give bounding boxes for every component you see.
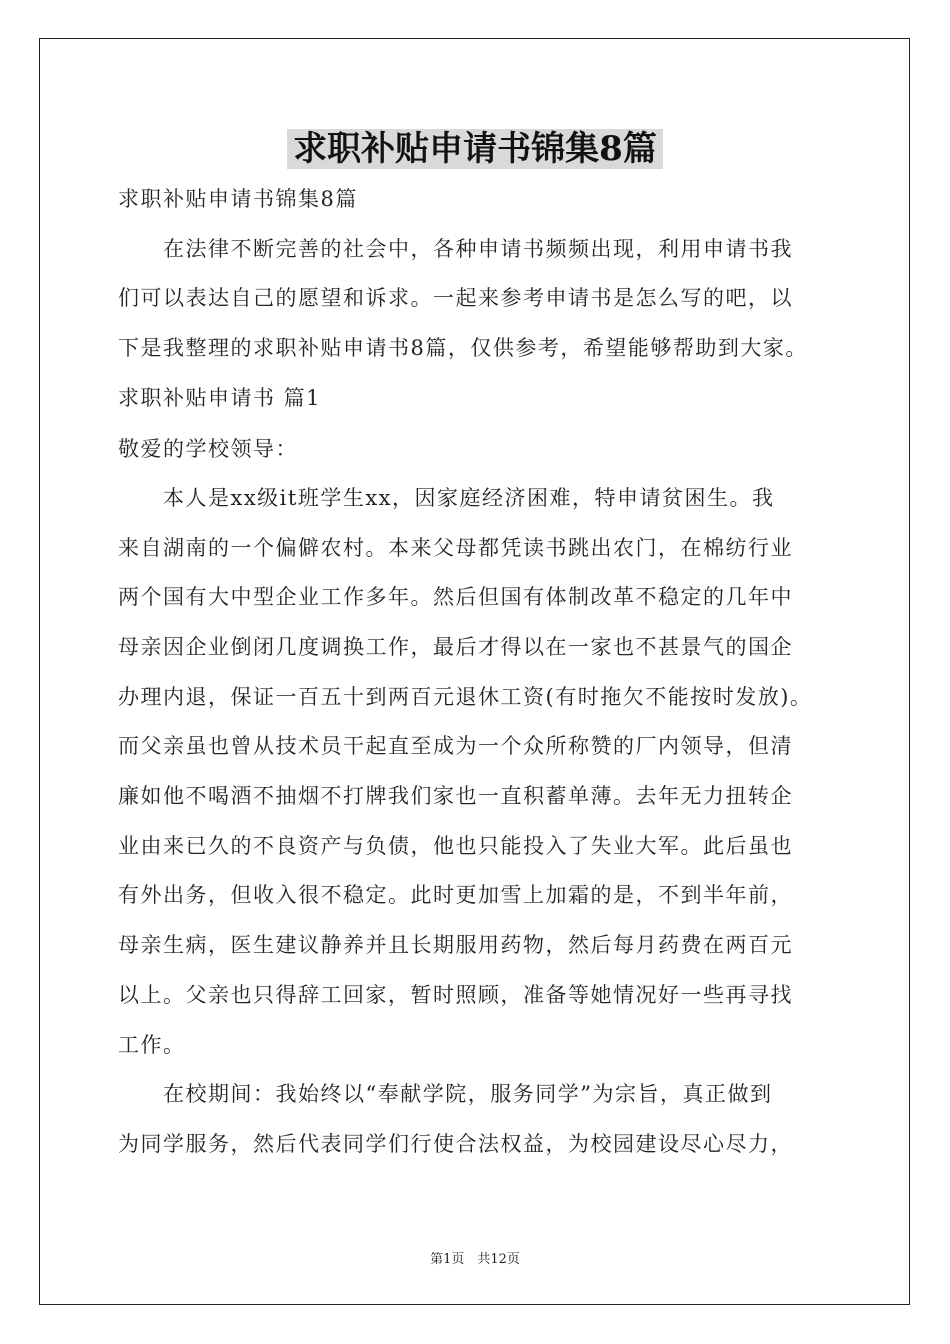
body-line: 以上。父亲也只得辞工回家，暂时照顾，准备等她情况好一些再寻找 [118, 983, 793, 1007]
title-text: 求职补贴申请书锦集8篇 [287, 129, 663, 169]
salutation: 敬爱的学校领导： [118, 437, 298, 461]
body-line: 廉如他不喝酒不抽烟不打牌我们家也一直积蓄单薄。去年无力扭转企 [118, 784, 793, 808]
body-line: 业由来已久的不良资产与负债，他也只能投入了失业大军。此后虽也 [118, 834, 793, 858]
body-line: 为同学服务，然后代表同学们行使合法权益，为校园建设尽心尽力， [118, 1132, 793, 1156]
body-line: 母亲因企业倒闭几度调换工作，最后才得以在一家也不甚景气的国企 [118, 635, 793, 659]
body-line: 本人是xx级it班学生xx，因家庭经济困难，特申请贫困生。我 [118, 486, 775, 510]
subtitle-line: 求职补贴申请书锦集8篇 [118, 187, 358, 211]
body-line: 在法律不断完善的社会中，各种申请书频频出现，利用申请书我 [118, 237, 793, 261]
body-line: 母亲生病，医生建议静养并且长期服用药物，然后每月药费在两百元 [118, 933, 793, 957]
section-heading: 求职补贴申请书 篇1 [118, 386, 322, 410]
page-footer: 第1页 共12页 [430, 1252, 520, 1267]
body-line: 在校期间：我始终以“奉献学院，服务同学”为宗旨，真正做到 [118, 1082, 773, 1106]
body-line: 下是我整理的求职补贴申请书8篇，仅供参考，希望能够帮助到大家。 [118, 336, 808, 360]
body-line: 工作。 [118, 1033, 186, 1057]
body-line: 有外出务，但收入很不稳定。此时更加雪上加霜的是，不到半年前， [118, 883, 793, 907]
page-border [39, 38, 910, 1305]
document-title [0, 124, 950, 174]
body-line: 们可以表达自己的愿望和诉求。一起来参考申请书是怎么写的吧，以 [118, 286, 793, 310]
body-line: 来自湖南的一个偏僻农村。本来父母都凭读书跳出农门，在棉纺行业 [118, 536, 793, 560]
body-line: 办理内退，保证一百五十到两百元退休工资(有时拖欠不能按时发放)。 [118, 685, 813, 709]
body-line: 而父亲虽也曾从技术员干起直至成为一个众所称赞的厂内领导，但清 [118, 734, 793, 758]
body-line: 两个国有大中型企业工作多年。然后但国有体制改革不稳定的几年中 [118, 585, 793, 609]
